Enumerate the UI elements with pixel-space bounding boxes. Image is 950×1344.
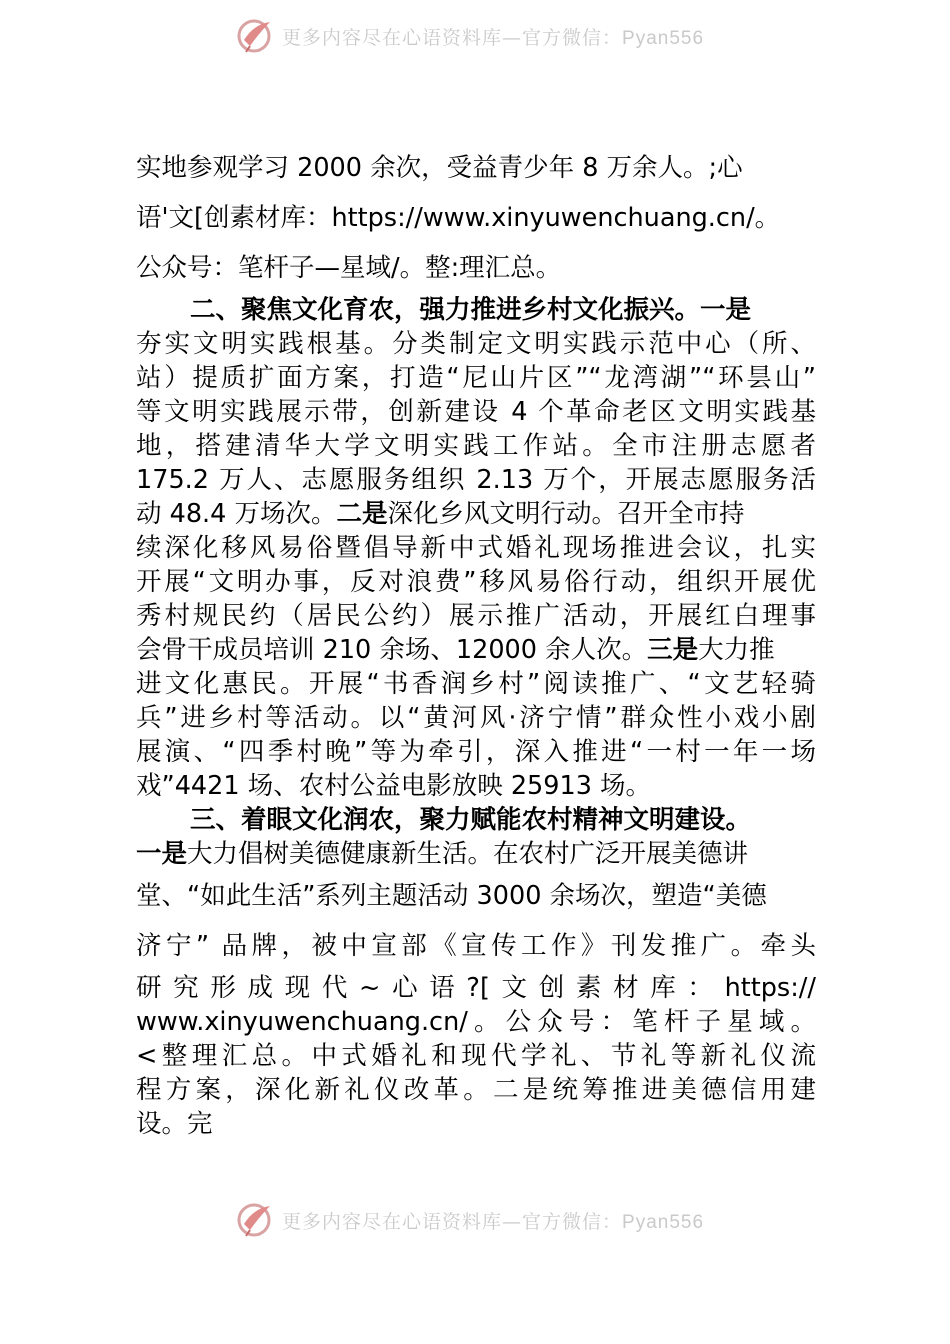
watermark-logo-icon (236, 16, 276, 56)
text-line: 夯实文明实践根基。分类制定文明实践示范中心（所、 (136, 329, 816, 359)
watermark-logo-icon (236, 1200, 276, 1240)
text-line: 秀村规民约（居民公约）展示推广活动，开展红白理事 (136, 601, 816, 631)
text-line: 公众号：笔杆子—星域/。整:理汇总。 (136, 253, 562, 283)
text-line: 程方案，深化新礼仪改革。二是统筹推进美德信用建 (136, 1075, 816, 1105)
watermark-banner-top (236, 16, 756, 56)
section-heading: 二、聚焦文化育农，强力推进乡村文化振兴。一是 (190, 295, 752, 325)
text-line: 开展“文明办事，反对浪费”移风易俗行动，组织开展优 (136, 567, 816, 597)
text-line: 戏”4421 场、农村公益电影放映 25913 场。 (136, 771, 652, 801)
text-line: 地，搭建清华大学文明实践工作站。全市注册志愿者 (136, 431, 816, 461)
text-line: 语'文[创素材库：https://www.xinyuwenchuang.cn/。 (136, 203, 781, 233)
text-line: 兵”进乡村等活动。以“黄河风·济宁情”群众性小戏小剧 (136, 703, 816, 733)
text-line: 会骨干成员培训 210 余场、12000 余人次。三是大力推 (136, 635, 775, 665)
text-line: 站）提质扩面方案，打造“尼山片区”“龙湾湖”“环昙山” (136, 363, 816, 393)
text-line: 展演、“四季村晚”等为牵引，深入推进“一村一年一场 (136, 737, 816, 767)
text-line: 动 48.4 万场次。二是深化乡风文明行动。召开全市持 (136, 499, 745, 529)
text-line: 设。完 (136, 1109, 213, 1139)
watermark-text: 更多内容尽在心语资料库—官方微信：Pyan556 (282, 1210, 705, 1233)
text-line: 进文化惠民。开展“书香润乡村”阅读推广、“文艺轻骑 (136, 669, 816, 699)
section-heading: 三、着眼文化润农，聚力赋能农村精神文明建设。 (190, 805, 752, 835)
article-body (136, 143, 816, 1141)
text-line: 续深化移风易俗暨倡导新中式婚礼现场推进会议，扎实 (136, 533, 816, 563)
text-line: 堂、“如此生活”系列主题活动 3000 余场次，塑造“美德 (136, 881, 767, 911)
text-line: 一是大力倡树美德健康新生活。在农村广泛开展美德讲 (136, 839, 749, 869)
watermark-text: 更多内容尽在心语资料库—官方微信：Pyan556 (282, 26, 705, 49)
text-line: www.xinyuwenchuang.cn/。公众号：笔杆子星域。 (136, 1007, 816, 1037)
text-line: <整理汇总。中式婚礼和现代学礼、节礼等新礼仪流 (136, 1041, 816, 1071)
text-line: 研究形成现代~心语?[文创素材库：https:// (136, 973, 816, 1003)
text-line: 等文明实践展示带，创新建设 4 个革命老区文明实践基 (136, 397, 816, 427)
text-line: 175.2 万人、志愿服务组织 2.13 万个，开展志愿服务活 (136, 465, 816, 495)
watermark-banner-bottom (236, 1200, 756, 1240)
text-line: 实地参观学习 2000 余次，受益青少年 8 万余人。;心 (136, 153, 743, 183)
text-line: 济宁” 品牌，被中宣部《宣传工作》刊发推广。牵头 (136, 931, 816, 961)
